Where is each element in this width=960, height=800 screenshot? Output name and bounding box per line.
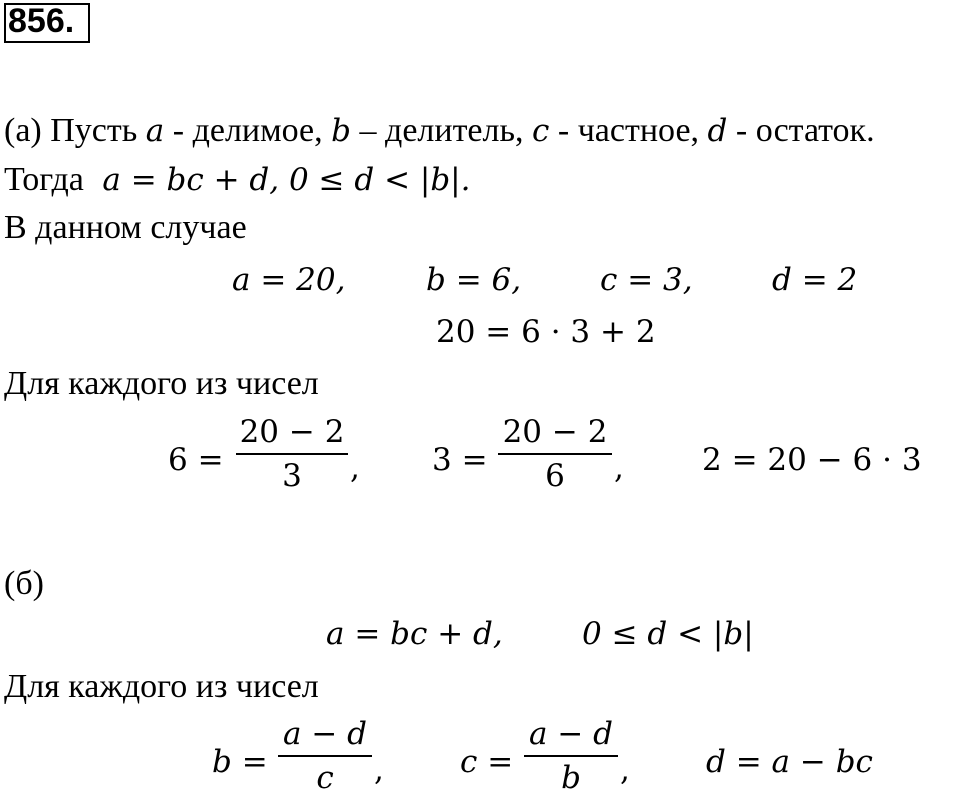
problem-number-text: 856 xyxy=(8,2,65,40)
quotient-text: - частное, xyxy=(557,112,700,149)
fraction-6 xyxy=(236,414,348,494)
fraction-b-numerator: a − d xyxy=(282,716,367,752)
fraction-b xyxy=(278,716,372,796)
fraction-3-denominator: 6 xyxy=(545,458,565,494)
part-a-each-text: Для каждого из чисел xyxy=(4,365,319,402)
frac1-lhs: 6 = xyxy=(168,442,224,478)
var-d: d xyxy=(707,113,728,149)
fraction-3-numerator: 20 − 2 xyxy=(502,414,608,450)
division-formula: a = bc + d, 0 ≤ d < |b|. xyxy=(102,162,471,198)
then-text: Тогда xyxy=(4,161,84,198)
b-frac-lhs: b = xyxy=(212,744,268,780)
fraction-6-bar xyxy=(236,453,348,455)
b-frac-comma: , xyxy=(374,752,384,788)
fraction-c-bar xyxy=(524,755,618,757)
frac2-lhs: 3 = xyxy=(432,442,488,478)
remainder-text: - остаток. xyxy=(735,112,875,149)
part-a-then-line xyxy=(4,160,470,200)
value-b: b = 6, xyxy=(426,262,522,298)
var-b: b xyxy=(331,113,352,149)
fraction-3-bar xyxy=(498,453,612,455)
problem-number xyxy=(8,1,74,41)
dividend-text: - делимое, xyxy=(172,112,323,149)
divisor-text: – делитель, xyxy=(359,112,524,149)
var-a: a xyxy=(145,113,165,149)
fraction-c-numerator: a − d xyxy=(528,716,613,752)
frac1-comma: , xyxy=(350,450,360,486)
remainder-formula: 2 = 20 − 6 · 3 xyxy=(702,442,922,478)
fraction-3 xyxy=(498,414,612,494)
fraction-c xyxy=(524,716,618,796)
fraction-b-denominator: c xyxy=(316,760,334,796)
part-a-label: (а) xyxy=(4,112,42,149)
c-frac-comma: , xyxy=(620,752,630,788)
value-a: a = 20, xyxy=(232,262,346,298)
part-b-division-formula: a = bc + d, xyxy=(326,616,503,652)
c-frac-lhs: c = xyxy=(460,744,514,780)
part-a-intro: Пусть xyxy=(50,112,138,149)
problem-number-dot: . xyxy=(64,2,75,40)
fraction-c-denominator: b xyxy=(561,760,581,796)
var-c: c xyxy=(532,113,550,149)
fraction-b-bar xyxy=(278,755,372,757)
value-d: d = 2 xyxy=(772,262,858,298)
d-formula: d = a − bc xyxy=(706,744,873,780)
value-c: c = 3, xyxy=(600,262,693,298)
part-a-definitions-line xyxy=(4,111,875,151)
case-text: В данном случае xyxy=(4,209,247,246)
part-b-condition: 0 ≤ d < |b| xyxy=(582,616,754,652)
part-b-label: (б) xyxy=(4,565,44,602)
fraction-6-denominator: 3 xyxy=(282,458,302,494)
check-equation: 20 = 6 · 3 + 2 xyxy=(436,314,656,350)
part-b-each-text: Для каждого из чисел xyxy=(4,668,319,705)
frac2-comma: , xyxy=(614,450,624,486)
fraction-6-numerator: 20 − 2 xyxy=(239,414,345,450)
